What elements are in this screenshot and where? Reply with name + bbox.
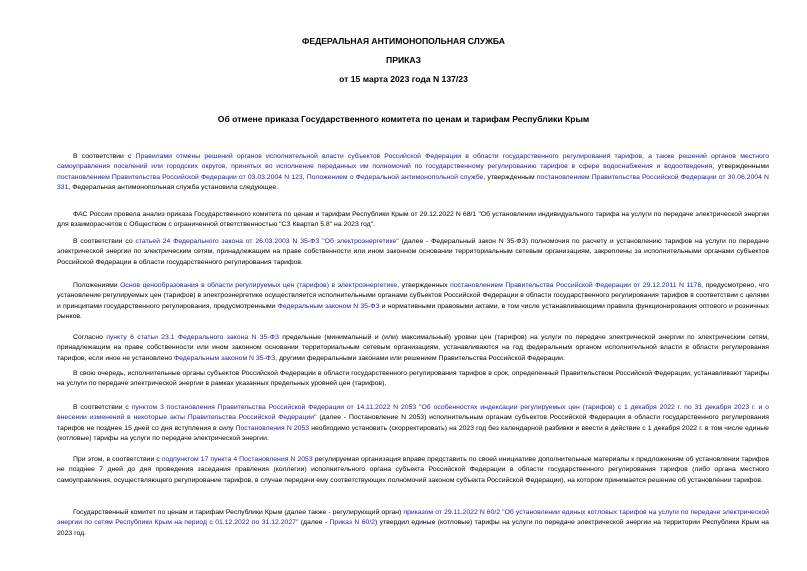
document-link[interactable]: Приказ N 60/2 [329, 519, 376, 527]
paragraph-text: Положениями [73, 282, 121, 289]
document-link[interactable]: Правилами отмены решений органов исполнительной власти субъектов Российской Федерации в области государственного регулирования тарифов, а также решений органов местного самоуправления поселений или городских округов, принятых во исполнение переданных им полномочий по государственному регулированию тарифов в сфере водоснабжения и водоотведения [57, 153, 769, 171]
document-link[interactable]: Правительства Российской Федерации от 14.11.2022 N 2053 "Об особенностях индексации регулируемых цен (тарифов) с 1 декабря 2022 г. по 31 декабря 2023 г. и о внесении изменений в некоторые акты Правительства Российской Федерации" [57, 404, 769, 422]
document-link[interactable]: постановлением Правительства Российской Федерации от 30.06.2004 N 331 [57, 173, 769, 192]
document-link[interactable]: Федеральным законом N 35-ФЗ [277, 302, 380, 310]
document-title: Об отмене приказа Государственного комитета по ценам и тарифам Республики Крым [217, 114, 590, 124]
paragraph [57, 210, 769, 231]
paragraph-text: Согласно [73, 334, 107, 341]
paragraph [57, 281, 769, 323]
document-link[interactable]: Положением о Федеральной антимонопольной службе [306, 173, 484, 181]
paragraph-text: предельные (минимальный и (или) максимальный) уровни цен (тарифов) на услуги по передаче электрической энергии по электрическим сетям, принадлежащим на праве собственности или ином законном основании территориальным сетевым организациям, устанавливаются на год федеральным органом исполнительной власти в области регулирования тарифов, если иное не установлено [57, 334, 769, 362]
paragraph [57, 333, 769, 364]
paragraph [57, 403, 769, 445]
document-link[interactable]: подпунктом 17 пункта 4 Постановления N 2053 [161, 456, 313, 463]
document-type: ПРИКАЗ [386, 55, 421, 65]
paragraph [57, 152, 769, 194]
paragraph-text: В соответствии с [73, 404, 132, 411]
paragraph-text: (далее - [298, 519, 330, 527]
paragraph [57, 508, 769, 539]
paragraph-text: , Федеральная антимонопольная служба установила следующее. [68, 184, 279, 192]
document-link[interactable]: приказом от 29.11.2022 N 60/2 "Об установлении единых котловых тарифов на услуги по передаче электрической энергии по сетям Республики Крым на период с 01.12.2022 по 31.12.2027" [57, 509, 769, 527]
paragraph-text: ) утвердил единые (котловые) тарифы на услуги по передаче электрической энергии на территории Республики Крым на 2023 год. [57, 519, 769, 537]
paragraph [57, 369, 769, 390]
document-link[interactable]: Основ ценообразования в области регулируемых цен (тарифов) в электроэнергетике [120, 282, 398, 289]
paragraph-text: В соответствии со [73, 238, 136, 245]
paragraph-text: В соответствии с [73, 153, 136, 160]
paragraph-text: необходимо установить (скорректировать) на 2023 год без календарной разбивки и ввести в действие с 1 декабря 2022 г. в том числе единые (котловые) тарифы на услуги по передаче электрической энергии. [57, 424, 769, 443]
paragraph-text: , утвержденными [712, 163, 769, 171]
document-date-number: от 15 марта 2023 года N 137/23 [339, 74, 468, 84]
document-link[interactable]: постановлением Правительства Российской Федерации от 03.03.2004 N 123 [57, 173, 303, 181]
paragraph-text: Государственный комитет по ценам и тарифам Республики Крым (далее также - регулирующий орган) [73, 509, 404, 516]
document-link[interactable]: постановлением Правительства Российской Федерации от 29.12.2011 N 1178 [450, 282, 702, 289]
paragraph-text: , другими федеральными законами или решением Правительства Российской Федерации. [275, 354, 565, 362]
paragraph-text: (далее - Федеральный закон N 35-ФЗ) полномочия по расчету и установлению тарифов на услуги по передаче электрической энергии по электрическим сетям, принадлежащим на праве собственности или ином законном основании территориальным сетевым организациям, закреплены за исполнительными органами субъектов Российской Федерации в области государственного регулирования тарифов. [57, 238, 769, 266]
agency-name: ФЕДЕРАЛЬНАЯ АНТИМОНОПОЛЬНАЯ СЛУЖБА [302, 36, 505, 46]
paragraph-text: , утвержденным [483, 173, 537, 181]
document-link[interactable]: пункту 6 статьи 23.1 Федерального закона N 35-ФЗ [106, 334, 279, 341]
paragraph-text: регулируемая организация вправе представить по своей инициативе дополнительные материалы к предложениям об установлении тарифов не позднее 7 дней до дня проведения заседания правления (коллегии) исполнительного органа субъекта Российской Федерации в области государственного регулирования тарифов (либо органа местного самоуправления, осуществляющего регулирование тарифов, в случае передачи ему соответствующих полномочий законом субъекта Российской Федерации), на котором принимается решение об установлении тарифов. [57, 456, 770, 484]
paragraph-text: (далее - Постановление N 2053) исполнительным органам субъектов Российской Федерации в области государственного регулирования тарифов не позднее 15 дней со дня вступления в силу [57, 414, 769, 432]
paragraph-text: , [302, 173, 307, 181]
document-link[interactable]: статьей 24 Федерального закона от 26.03.2003 N 35-ФЗ "Об электроэнергетике" [135, 238, 399, 245]
paragraph [57, 455, 769, 486]
paragraph [57, 237, 769, 268]
document-link[interactable]: Федеральным законом N 35-ФЗ [173, 354, 276, 362]
paragraph-text: и нормативными правовыми актами, в том числе устанавливающими правила функционирования оптового и розничных рынков. [57, 302, 769, 321]
paragraph-text: При этом, в соответствии с [73, 456, 162, 463]
paragraph-text: , предусмотрено, что установление регулируемых цен (тарифов) в электроэнергетике осуществляется исполнительными органами субъектов Российской Федерации в области государственного регулирования тарифов в соответствии с целями и принципами государственного регулирования, предусмотренными [57, 282, 770, 310]
paragraph-text: ФАС России провела анализ приказа Государственного комитета по ценам и тарифам Республики Крым от 29.12.2022 N 68/1 "Об установлении индивидуального тарифа на услуги по передаче электрической энергии для взаиморасчетов с Обществом с ограниченной ответственностью "СЗ Квартал 5.8" на 2023 год". [57, 211, 769, 229]
paragraph-text: , утвержденных [397, 282, 451, 289]
paragraph-text: В свою очередь, исполнительные органы субъектов Российской Федерации в области государственного регулирования тарифов в срок, определенный Правительством Российской Федерации, устанавливают тарифы на услуги по передаче электрической энергии в рамках указанных предельных уровней цен (тарифов). [57, 370, 769, 388]
document-link[interactable]: Постановления N 2053 [235, 424, 310, 432]
document-link[interactable]: пунктом 3 постановления [131, 404, 215, 411]
